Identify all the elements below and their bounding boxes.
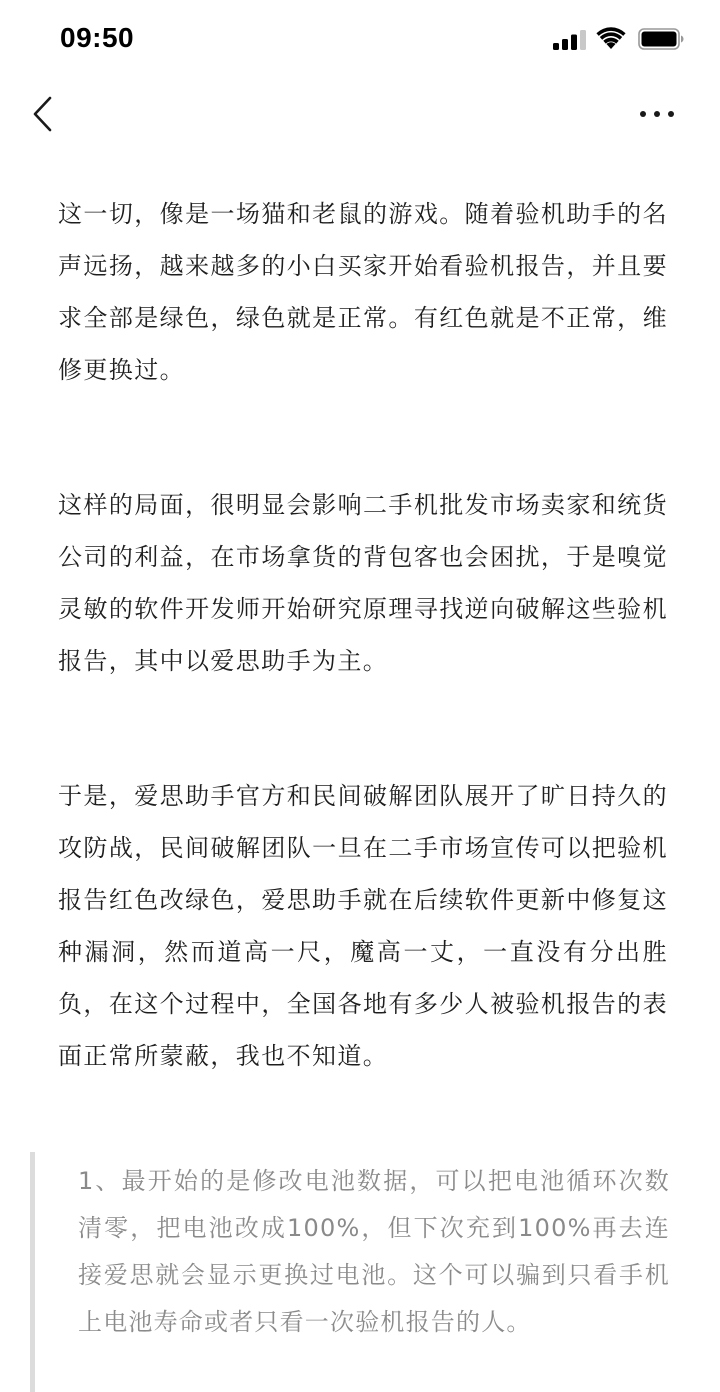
article-paragraph-3: 于是，爱思助手官方和民间破解团队展开了旷日持久的攻防战，民间破解团队一旦在二手市场宣传可以把验机报告红色改绿色，爱思助手就在后续软件更新中修复这种漏洞，然而道高一尺，魔高一丈，一直没有分出胜负，在这个过程中，全国各地有多少人被验机报告的表面正常所蒙蔽，我也不知道。 — [58, 782, 668, 1070]
article-paragraph-2: 这样的局面，很明显会影响二手机批发市场卖家和统货公司的利益，在市场拿货的背包客也会困扰，于是嗅觉灵敏的软件开发师开始研究原理寻找逆向破解这些验机报告，其中以爱思助手为主。 — [58, 491, 668, 675]
cellular-signal-icon — [553, 30, 589, 50]
article-paragraph-1: 这一切，像是一场猫和老鼠的游戏。随着验机助手的名声远扬，越来越多的小白买家开始看验机报告，并且要求全部是绿色，绿色就是正常。有红色就是不正常，维修更换过。 — [58, 200, 668, 384]
battery-icon — [638, 28, 684, 50]
chevron-left-icon[interactable] — [26, 94, 62, 134]
nav-bar — [0, 80, 720, 150]
status-bar — [0, 0, 720, 80]
wifi-icon — [596, 27, 626, 51]
ellipsis-icon[interactable] — [636, 100, 678, 128]
blockquote-text: 1、最开始的是修改电池数据，可以把电池循环次数清零，把电池改成100%，但下次充到100%再去连接爱思就会显示更换过电池。这个可以骗到只看手机上电池寿命或者只看一次验机报告的人。 — [78, 1167, 670, 1336]
blockquote — [30, 1152, 670, 1392]
article-body — [58, 188, 668, 1082]
status-time: 09:50 — [60, 22, 135, 53]
